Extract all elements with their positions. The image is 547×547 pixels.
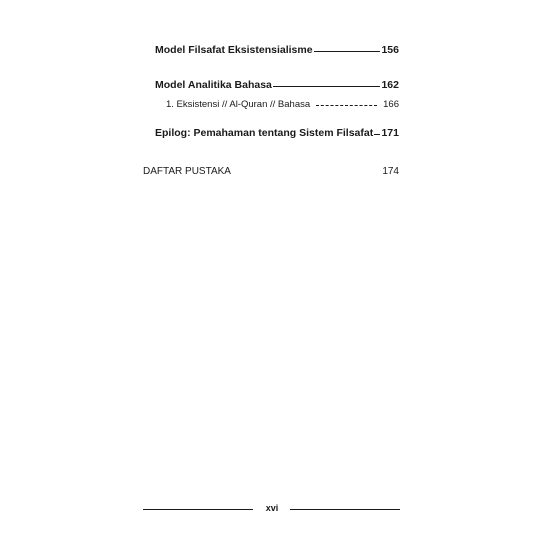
toc-entry-label: Epilog: Pemahaman tentang Sistem Filsafat [155,127,374,139]
toc-entry-daftar-pustaka [143,166,399,177]
toc-entry-page: 174 [382,166,399,177]
footer-page-number: xvi [265,503,279,513]
leader-line [314,51,381,52]
footer-rule-right [290,509,400,510]
toc-entry-label: 1. Eksistensi // Al-Quran // Bahasa [166,99,311,110]
toc-entry-label: DAFTAR PUSTAKA [143,166,231,177]
leader-line [273,86,381,87]
footer-rule-left [143,509,253,510]
leader-line [374,134,380,135]
toc-subentry-eksistensi [166,99,399,110]
toc-entry-label: Model Analitika Bahasa [155,79,272,91]
toc-entry-analitika-bahasa [155,79,399,91]
toc-entry-page: 156 [381,44,399,56]
toc-entry-page: 166 [383,99,399,110]
toc-entry-page: 171 [381,127,399,139]
toc-entry-label: Model Filsafat Eksistensialisme [155,44,313,56]
leader-line [316,105,377,106]
toc-entry-eksistensialisme [155,44,399,56]
toc-entry-page: 162 [381,79,399,91]
toc-entry-epilog [155,127,399,139]
